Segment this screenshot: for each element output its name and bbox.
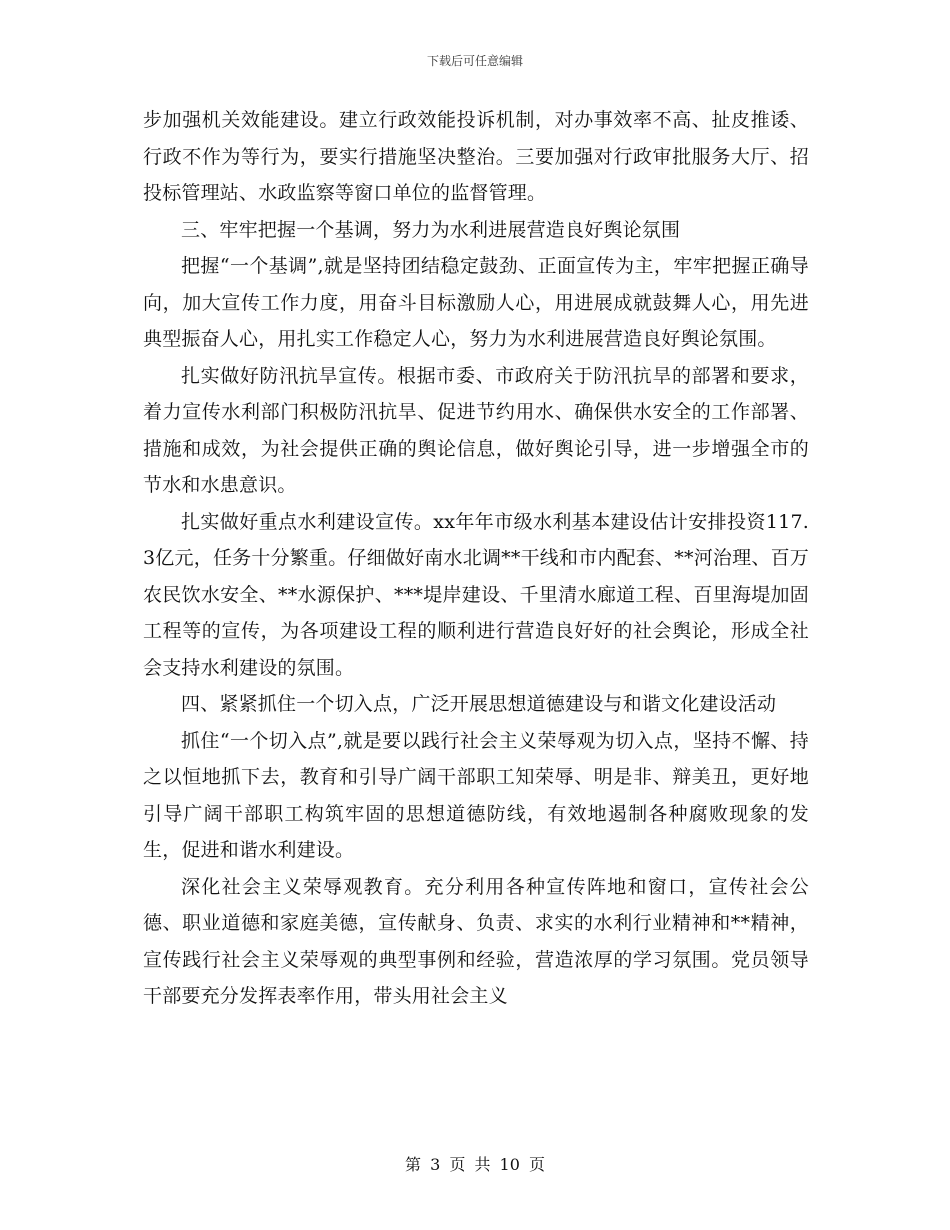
paragraph-3: 扎实做好防汛抗旱宣传。根据市委、市政府关于防汛抗旱的部署和要求，着力宣传水利部门积极防汛抗旱、促进节约用水、确保供水安全的工作部署、措施和成效，为社会提供正确的舆论信息，做好舆论引导，进一步增强全市的节水和水患意识。 bbox=[143, 364, 809, 496]
paragraph-1: 步加强机关效能建设。建立行政效能投诉机制，对办事效率不高、扯皮推诿、行政不作为等行为，要实行措施坚决整治。三要加强对行政审批服务大厅、招投标管理站、水政监察等窗口单位的监督管理。 bbox=[143, 109, 809, 204]
document-body bbox=[143, 102, 809, 1015]
page-header: 下载后可任意编辑 bbox=[426, 54, 523, 68]
paragraph-5: 抓住“一个切入点”,就是要以践行社会主义荣辱观为切入点，坚持不懈、持之以恒地抓下去，教育和引导广阔干部职工知荣辱、明是非、辩美丑，更好地引导广阔干部职工构筑牢固的思想道德防线，有效地遏制各种腐败现象的发生，促进和谐水利建设。 bbox=[143, 729, 809, 861]
page-footer: 第 3 页 共 10 页 bbox=[405, 1155, 545, 1174]
section-heading-4: 四、紧紧抓住一个切入点，广泛开展思想道德建设与和谐文化建设活动 bbox=[181, 693, 777, 715]
section-heading-3: 三、牢牢把握一个基调，努力为水利进展营造良好舆论氛围 bbox=[181, 218, 681, 241]
paragraph-2: 把握“一个基调”,就是坚持团结稳定鼓劲、正面宣传为主，牢牢把握正确导向，加大宣传工作力度，用奋斗目标激励人心，用进展成就鼓舞人心，用先进典型振奋人心，用扎实工作稳定人心，努力为水利进展营造良好舆论氛围。 bbox=[143, 255, 809, 350]
paragraph-6: 深化社会主义荣辱观教育。充分利用各种宣传阵地和窗口，宣传社会公德、职业道德和家庭美德，宣传献身、负责、求实的水利行业精神和**精神，宣传践行社会主义荣辱观的典型事例和经验，营造浓厚的学习氛围。党员领导干部要充分发挥表率作用，带头用社会主义 bbox=[143, 875, 809, 1007]
paragraph-4: 扎实做好重点水利建设宣传。xx年年市级水利基本建设估计安排投资117.3亿元，任务十分繁重。仔细做好南水北调**干线和市内配套、**河治理、百万农民饮水安全、**水源保护、***堤岸建设、千里清水廊道工程、百里海堤加固工程等的宣传，为各项建设工程的顺利进行营造良好好的社会舆论，形成全社会支持水利建设的氛围。 bbox=[143, 510, 809, 679]
